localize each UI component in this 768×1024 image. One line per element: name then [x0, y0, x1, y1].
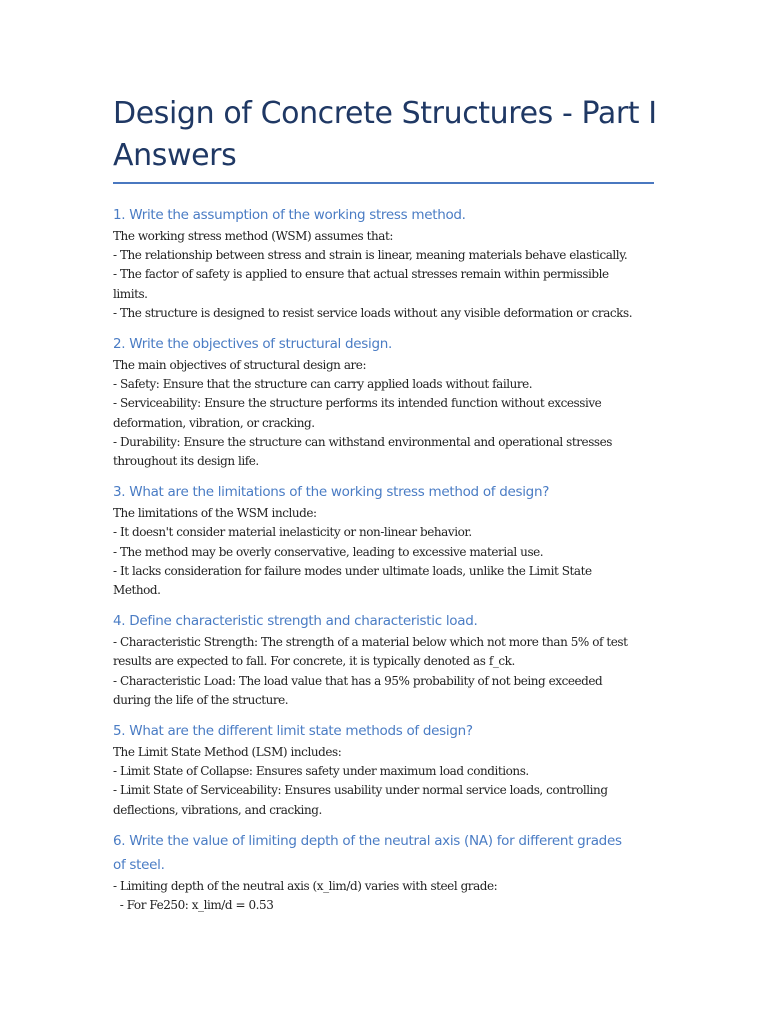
document-title [113, 93, 658, 177]
section-2 [113, 332, 658, 471]
section-1-line-3: - The factor of safety is applied to ensure that actual stresses remain within permissible [113, 267, 609, 282]
section-6-heading-line-2: of steel. [113, 856, 165, 873]
section-3-line-3: - The method may be overly conservative, leading to excessive material use. [113, 544, 544, 559]
section-6-heading [113, 829, 658, 877]
section-1-line-1: The working stress method (WSM) assumes that: [113, 229, 393, 243]
section-5-line-4: deflections, vibrations, and cracking. [113, 802, 322, 817]
section-4-line-1: - Characteristic Strength: The strength of a material below which not more than 5% of test [113, 635, 628, 650]
section-4 [113, 609, 658, 710]
section-1-line-4: limits. [113, 286, 148, 301]
section-3-line-5: Method. [113, 583, 161, 598]
section-2-line-1: The main objectives of structural design are: [113, 358, 367, 373]
section-5-line-1: The Limit State Method (LSM) includes: [113, 745, 342, 760]
section-3-line-2: - It doesn't consider material inelasticity or non-linear behavior. [113, 525, 472, 540]
section-4-line-2: results are expected to fall. For concrete, it is typically denoted as f_ck. [113, 654, 515, 669]
section-3 [113, 480, 658, 600]
section-6 [113, 829, 658, 915]
title-underline [113, 182, 654, 184]
section-2-heading: 2. Write the objectives of structural design. [113, 336, 392, 353]
section-1 [113, 203, 658, 323]
section-1-heading: 1. Write the assumption of the working stress method. [113, 207, 466, 223]
section-3-line-4: - It lacks consideration for failure modes under ultimate loads, unlike the Limit State [113, 563, 592, 578]
section-6-line-2: - For Fe250: x_lim/d = 0.53 [113, 898, 274, 913]
section-1-line-2: - The relationship between stress and strain is linear, meaning materials behave elastically. [113, 248, 628, 263]
section-3-line-1: The limitations of the WSM include: [113, 506, 317, 521]
document-title-line-2: Answers [113, 138, 237, 173]
section-5-line-3: - Limit State of Serviceability: Ensures usability under normal service loads, controlling [113, 783, 608, 798]
document-title-line-1: Design of Concrete Structures - Part I [113, 96, 657, 131]
section-5-heading: 5. What are the different limit state methods of design? [113, 723, 473, 740]
section-2-line-5: - Durability: Ensure the structure can withstand environmental and operational stresses [113, 434, 612, 449]
section-2-line-6: throughout its design life. [113, 454, 259, 469]
section-2-line-3: - Serviceability: Ensure the structure performs its intended function without excessive [113, 396, 602, 411]
section-1-line-5: - The structure is designed to resist service loads without any visible deformation or cracks. [113, 305, 633, 320]
section-5 [113, 719, 658, 820]
section-4-line-4: during the life of the structure. [113, 692, 289, 707]
section-5-line-2: - Limit State of Collapse: Ensures safety under maximum load conditions. [113, 764, 529, 779]
section-2-line-2: - Safety: Ensure that the structure can carry applied loads without failure. [113, 377, 533, 392]
section-2-line-4: deformation, vibration, or cracking. [113, 415, 315, 430]
section-6-line-1: - Limiting depth of the neutral axis (x_lim/d) varies with steel grade: [113, 878, 498, 893]
section-6-heading-line-1: 6. Write the value of limiting depth of the neutral axis (NA) for different grades [113, 832, 622, 849]
document-page [113, 93, 658, 915]
section-4-heading: 4. Define characteristic strength and characteristic load. [113, 613, 478, 630]
section-3-heading: 3. What are the limitations of the working stress method of design? [113, 484, 550, 501]
section-4-line-3: - Characteristic Load: The load value that has a 95% probability of not being exceeded [113, 673, 603, 688]
